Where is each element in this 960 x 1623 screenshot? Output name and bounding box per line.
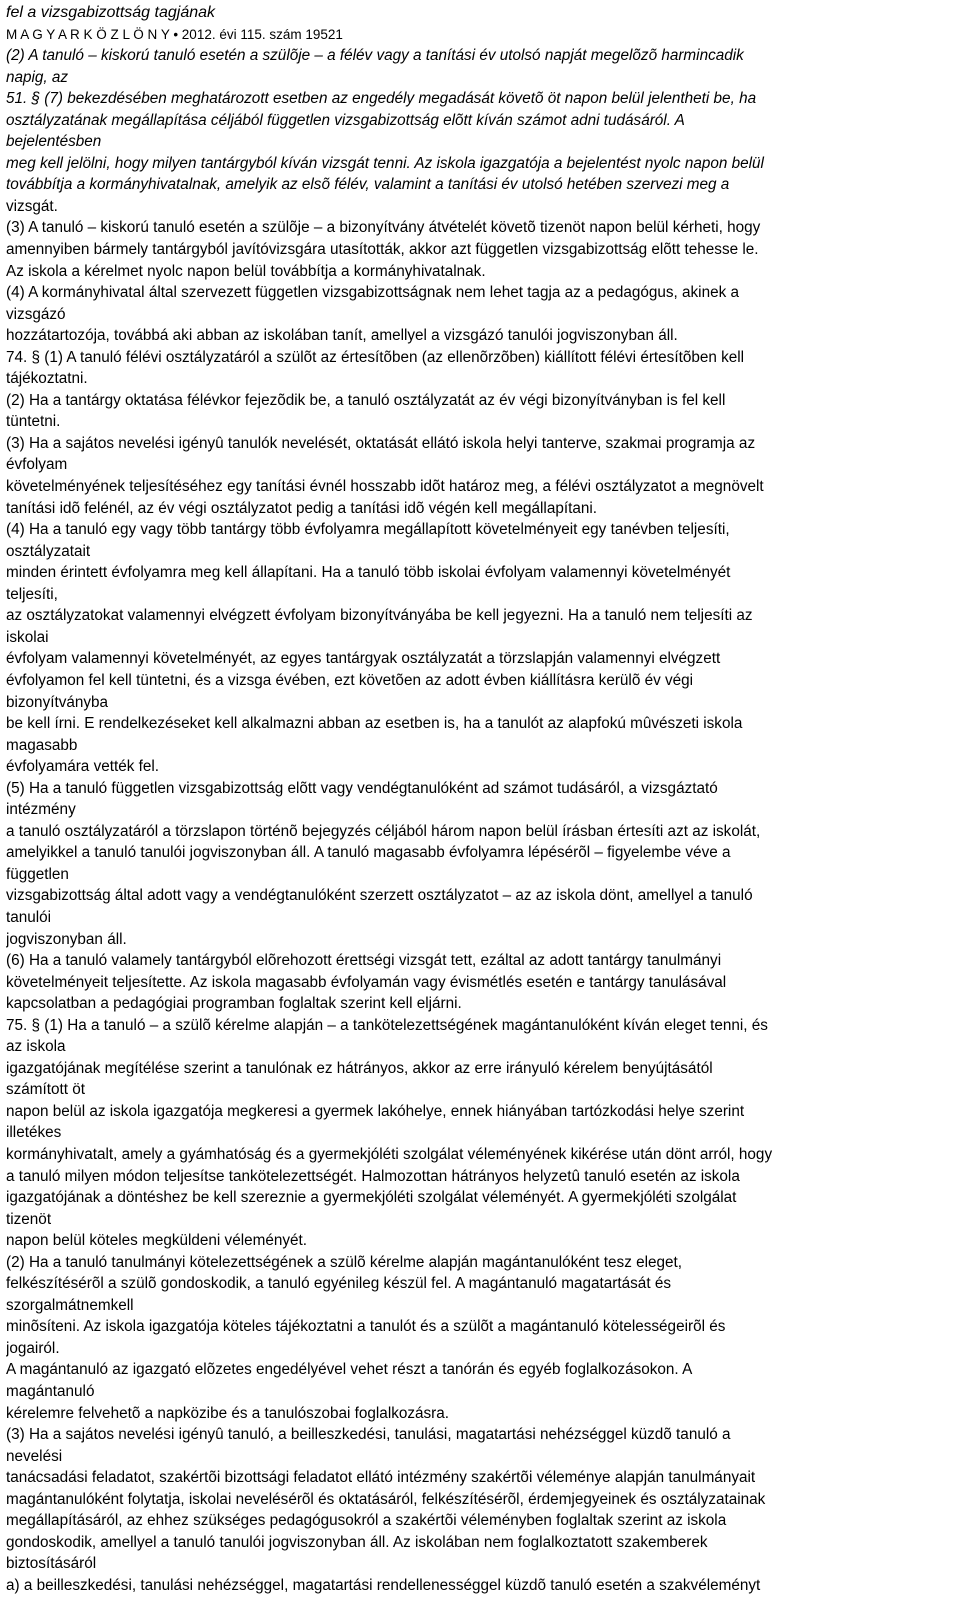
text-line: 51. § (7) bekezdésében meghatározott esetben az engedély megadását követõ öt napon belül jelentheti be, ha bbox=[6, 90, 757, 108]
text-line: kormányhivatalt, amely a gyámhatóság és a gyermekjóléti szolgálat véleményének kikérése után dönt arról, hogy bbox=[6, 1145, 773, 1163]
text-line: be kell írni. E rendelkezéseket kell alkalmazni abban az esetben is, ha a tanulót az alapfokú mûvészeti iskola bbox=[6, 715, 743, 733]
text-line: illetékes bbox=[6, 1124, 62, 1142]
text-line: a tanuló milyen módon teljesítse tankötelezettségét. Halmozottan hátrányos helyzetû tanuló esetén az iskola bbox=[6, 1167, 740, 1185]
text-line: A magántanuló az igazgató elõzetes engedélyével vehet részt a tanórán és egyéb foglalkozásokon. A bbox=[6, 1361, 693, 1379]
text-line: 74. § (1) A tanuló félévi osztályzatáról a szülõt az értesítõben (az ellenõrzõben) kiállított félévi értesítõben kell bbox=[6, 348, 745, 366]
text-line: osztályzatait bbox=[6, 542, 91, 560]
text-line: az iskola bbox=[6, 1038, 66, 1056]
text-line: kapcsolatban a pedagógiai programban foglaltak szerint kell eljárni. bbox=[6, 995, 462, 1013]
text-line: amennyiben bármely tantárgyból javítóvizsgára utasították, akkor azt független vizsgabizottság elõtt tehesse le. bbox=[6, 241, 759, 259]
text-line: (4) Ha a tanuló egy vagy több tantárgy több évfolyamra megállapított követelményeit egy tanévben teljesíti, bbox=[6, 521, 730, 539]
text-line: tanulói bbox=[6, 908, 52, 926]
text-line: (6) Ha a tanuló valamely tantárgyból elõrehozott érettségi vizsgát tett, ezáltal az adott tantárgy tanulmányi bbox=[6, 952, 722, 970]
text-line: jogairól. bbox=[6, 1339, 60, 1357]
text-line: Az iskola a kérelmet nyolc napon belül továbbítja a kormányhivatalnak. bbox=[6, 262, 486, 280]
text-line: bizonyítványba bbox=[6, 693, 109, 711]
text-line: követelményének teljesítéséhez egy tanítási évnél hosszabb idõt határoz meg, a félévi osztályzatot a megnövelt bbox=[6, 478, 764, 496]
page-header: M A G Y A R K Ö Z L Ö N Y • 2012. évi 115. szám 19521 bbox=[6, 26, 343, 42]
text-line: tizenöt bbox=[6, 1210, 52, 1228]
text-line: az osztályzatokat valamennyi elvégzett évfolyam bizonyítványába be kell jegyezni. Ha a tanuló nem teljesíti az bbox=[6, 607, 753, 625]
text-line: felkészítésérõl a szülõ gondoskodik, a tanuló egyénileg készül fel. A magántanuló magatartását és bbox=[6, 1275, 671, 1293]
text-line: tájékoztatni. bbox=[6, 370, 88, 388]
text-line: minden érintett évfolyamra meg kell állapítani. Ha a tanuló több iskolai évfolyam valamennyi követelményét bbox=[6, 564, 731, 582]
text-line: (2) Ha a tantárgy oktatása félévkor fejezõdik be, a tanuló osztályzatát az év végi bizonyítványban is fel kell bbox=[6, 391, 726, 409]
text-line: kérelemre felvehetõ a napközibe és a tanulószobai foglalkozásra. bbox=[6, 1404, 450, 1422]
text-line: igazgatójának a döntéshez be kell szereznie a gyermekjóléti szolgálat véleményét. A gyermekjóléti szolgálat bbox=[6, 1189, 737, 1207]
text-line: független bbox=[6, 865, 69, 883]
text-line: vizsgabizottság által adott vagy a vendégtanulóként szerzett osztályzatot – az az iskola dönt, amellyel a tanuló bbox=[6, 887, 753, 905]
text-line: jogviszonyban áll. bbox=[6, 930, 127, 948]
text-line: (3) Ha a sajátos nevelési igényû tanuló, a beilleszkedési, tanulási, magatartási nehézséggel küzdõ tanuló a bbox=[6, 1426, 731, 1444]
text-line: (2) Ha a tanuló tanulmányi kötelezettségének a szülõ kérelme alapján magántanulóként tesz eleget, bbox=[6, 1253, 683, 1271]
text-line: napig, az bbox=[6, 68, 69, 86]
text-line: évfolyam bbox=[6, 456, 68, 474]
text-line: napon belül az iskola igazgatója megkeresi a gyermek lakóhelye, ennek hiányában tartózkodási helye szerint bbox=[6, 1102, 745, 1120]
text-line: tanácsadási feladatot, szakértõi bizottsági feladatot ellátó intézmény szakértõi véleménye alapján tanulmányait bbox=[6, 1469, 756, 1487]
text-line: magántanuló bbox=[6, 1383, 95, 1400]
text-line: 75. § (1) Ha a tanuló – a szülõ kérelme alapján – a tankötelezettségének magántanulóként kíván eleget tenni, és bbox=[6, 1016, 768, 1034]
text-line: számított öt bbox=[6, 1081, 86, 1099]
section-heading: fel a vizsgabizottság tagjának bbox=[6, 4, 216, 21]
text-line: megállapításáról, az ehhez szükséges pedagógusokról a szakértõi véleményben foglaltak szerint az iskola bbox=[6, 1512, 727, 1530]
text-line: nevelési bbox=[6, 1447, 63, 1465]
text-line: vizsgát. bbox=[6, 197, 58, 215]
text-line: hozzátartozója, továbbá aki abban az iskolában tanít, amellyel a vizsgázó tanulói jogviszonyban áll. bbox=[6, 327, 678, 345]
text-line: szorgalmátnemkell bbox=[6, 1296, 134, 1314]
text-line: (3) A tanuló – kiskorú tanuló esetén a szülõje – a bizonyítvány átvételét követõ tizenöt napon belül kérheti, hogy bbox=[6, 219, 761, 237]
text-line: évfolyamon fel kell tüntetni, és a vizsga évében, ezt követõen az adott évben kiállításra kerülõ év végi bbox=[6, 671, 694, 689]
text-line: (3) Ha a sajátos nevelési igényû tanulók nevelését, oktatását ellátó iskola helyi tanterve, szakmai programja az bbox=[6, 434, 756, 452]
text-line: vizsgázó bbox=[6, 305, 66, 323]
text-line: (2) A tanuló – kiskorú tanuló esetén a szülõje – a félév vagy a tanítási év utolsó napját megelõzõ harmincadik bbox=[6, 47, 744, 65]
text-line: követelményeit teljesítette. Az iskola magasabb évfolyamán vagy évismétlés esetén e tantárgy tanulásával bbox=[6, 973, 727, 991]
text-line: igazgatójának megítélése szerint a tanulónak ez hátrányos, akkor az erre irányuló kérelem benyújtásától bbox=[6, 1059, 713, 1077]
text-line: minõsíteni. Az iskola igazgatója köteles tájékoztatni a tanulót és a szülõt a magántanuló kötelességeirõl és bbox=[6, 1318, 726, 1336]
text-line: (5) Ha a tanuló független vizsgabizottság elõtt vagy vendégtanulóként ad számot tudásáról, a vizsgáztató bbox=[6, 779, 718, 797]
text-line: magántanulóként folytatja, iskolai nevelésérõl és oktatásáról, felkészítésérõl, érdemjegyeinek és osztályzatainak bbox=[6, 1490, 766, 1508]
text-line: továbbítja a kormányhivatalnak, amelyik az elsõ félév, valamint a tanítási év utolsó hetében szervezi meg a bbox=[6, 176, 730, 194]
text-line: osztályzatának megállapítása céljából független vizsgabizottság elõtt kíván számot adni tudásáról. A bbox=[6, 111, 685, 129]
text-line: iskolai bbox=[6, 628, 49, 646]
text-line: a) a beilleszkedési, tanulási nehézséggel, magatartási rendellenességgel küzdõ tanuló esetén a szakvéleményt bbox=[6, 1576, 761, 1594]
text-line: évfolyamára vették fel. bbox=[6, 758, 160, 776]
text-line: tanítási idõ felénél, az év végi osztályzatot pedig a tanítási idõ végén kell megállapítani. bbox=[6, 499, 597, 517]
text-line: tüntetni. bbox=[6, 413, 61, 431]
text-line: (4) A kormányhivatal által szervezett független vizsgabizottságnak nem lehet tagja az a pedagógus, akinek a bbox=[6, 284, 739, 302]
text-line: magasabb bbox=[6, 736, 78, 754]
text-line: teljesíti, bbox=[6, 585, 58, 603]
text-line: bejelentésben bbox=[6, 133, 102, 151]
text-line: intézmény bbox=[6, 801, 76, 819]
text-line: gondoskodik, amellyel a tanuló tanulói jogviszonyban áll. Az iskolában nem foglalkoztatott szakemberek bbox=[6, 1533, 708, 1551]
text-line: évfolyam valamennyi követelményét, az egyes tantárgyak osztályzatát a törzslapján valamennyi elvégzett bbox=[6, 650, 721, 668]
text-line: amelyikkel a tanuló tanulói jogviszonyban áll. A tanuló magasabb évfolyamra lépésérõl – figyelembe véve a bbox=[6, 844, 731, 862]
text-line: meg kell jelölni, hogy milyen tantárgyból kíván vizsgát tenni. Az iskola igazgatója a bejelentést nyolc napon belül bbox=[6, 154, 764, 172]
text-line: a tanuló osztályzatáról a törzslapon történõ bejegyzés céljából három napon belül írásban értesíti azt az iskolát, bbox=[6, 822, 761, 840]
text-line: biztosításáról bbox=[6, 1555, 97, 1573]
text-line: napon belül köteles megküldeni véleményét. bbox=[6, 1232, 308, 1250]
